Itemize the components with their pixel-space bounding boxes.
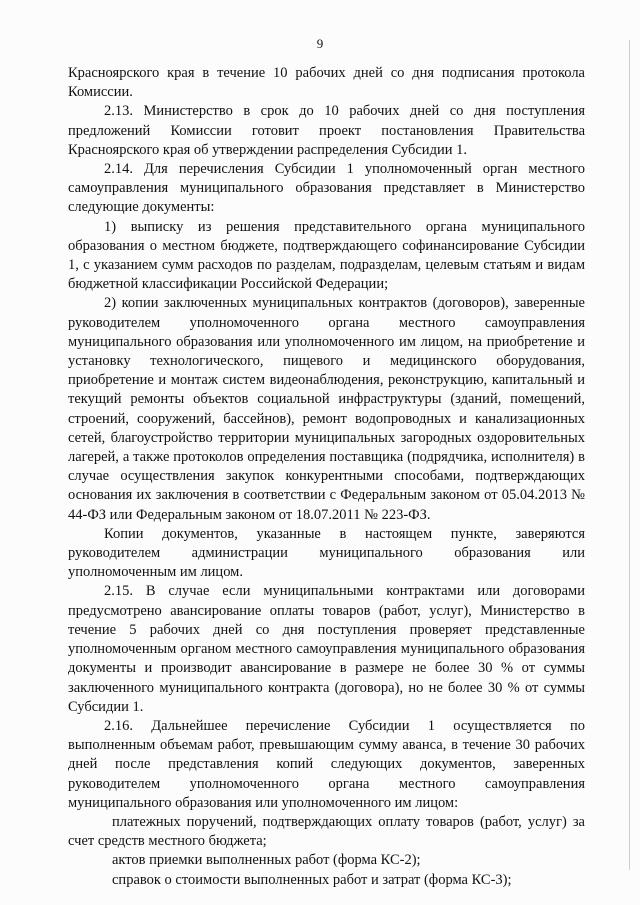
paragraph-continuation: Красноярского края в течение 10 рабочих дней со дня подписания протокола Комиссии. bbox=[68, 65, 585, 101]
paragraph-2-16: 2.16. Дальнейшее перечисление Субсидии 1 осуществляется по выполненным объемам работ, превышающим сумму аванса, в течение 30 рабочих дней после представления копий следующих документов, заверенных руководителем уполномоченного органа местного самоуправления муниципального образования или уполномоченного им лицом: bbox=[68, 717, 585, 811]
page-number: 9 bbox=[316, 36, 324, 51]
paragraph-2-14: 2.14. Для перечисления Субсидии 1 уполномоченный орган местного самоуправления муниципального образования представляет в Министерство следующие документы: bbox=[68, 161, 585, 216]
document-item-ks3: справок о стоимости выполненных работ и затрат (форма КС-3); bbox=[112, 871, 512, 888]
document-body bbox=[68, 64, 585, 890]
document-item-ks2: актов приемки выполненных работ (форма КС-2); bbox=[112, 852, 421, 869]
scan-edge-line bbox=[629, 40, 630, 870]
list-item-1: 1) выписку из решения представительного органа муниципального образования о местном бюджете, подтверждающего софинансирование Субсидии 1, с указанием сумм расходов по разделам, подразделам, целевым статьям и видам бюджетной классификации Российской Федерации; bbox=[68, 218, 585, 293]
paragraph-2-15: 2.15. В случае если муниципальными контрактами или договорами предусмотрено авансирование оплаты товаров (работ, услуг), Министерство в течение 5 рабочих дней со дня поступления проверяет представленные уполномоченным органом местного самоуправления муниципального образования документы и производит авансирование в размере не более 30 % от суммы заключенного муниципального контракта (договора), но не более 30 % от суммы Субсидии 1. bbox=[68, 583, 585, 715]
paragraph-2-13: 2.13. Министерство в срок до 10 рабочих дней со дня поступления предложений Комиссии готовит проект постановления Правительства Красноярского края об утверждении распределения Субсидии 1. bbox=[68, 103, 585, 158]
document-item-payment-orders: платежных поручений, подтверждающих оплату товаров (работ, услуг) за счет средств местного бюджета; bbox=[68, 813, 585, 850]
list-item-2: 2) копии заключенных муниципальных контрактов (договоров), заверенные руководителем уполномоченного органа местного самоуправления муниципального образования или уполномоченного им лицом, на приобретение и установку технологического, пищевого и медицинского оборудования, приобретение и монтаж систем видеонаблюдения, реконструкцию, капитальный и текущий ремонты объектов социальной инфраструктуры (зданий, помещений, строений, сооружений, бассейнов), ремонт водопроводных и канализационных сетей, благоустройство территории муниципальных загородных оздоровительных лагерей, а также протоколов определения поставщика (подрядчика, исполнителя) в случае осуществления закупок конкурентными способами, подтверждающих основания их заключения в соответствии с Федеральным законом от 05.04.2013 № 44-ФЗ или Федеральным законом от 18.07.2011 № 223-ФЗ. bbox=[68, 295, 585, 523]
paragraph-copies: Копии документов, указанные в настоящем пункте, заверяются руководителем администрации муниципального образования или уполномоченным им лицом. bbox=[68, 525, 585, 581]
